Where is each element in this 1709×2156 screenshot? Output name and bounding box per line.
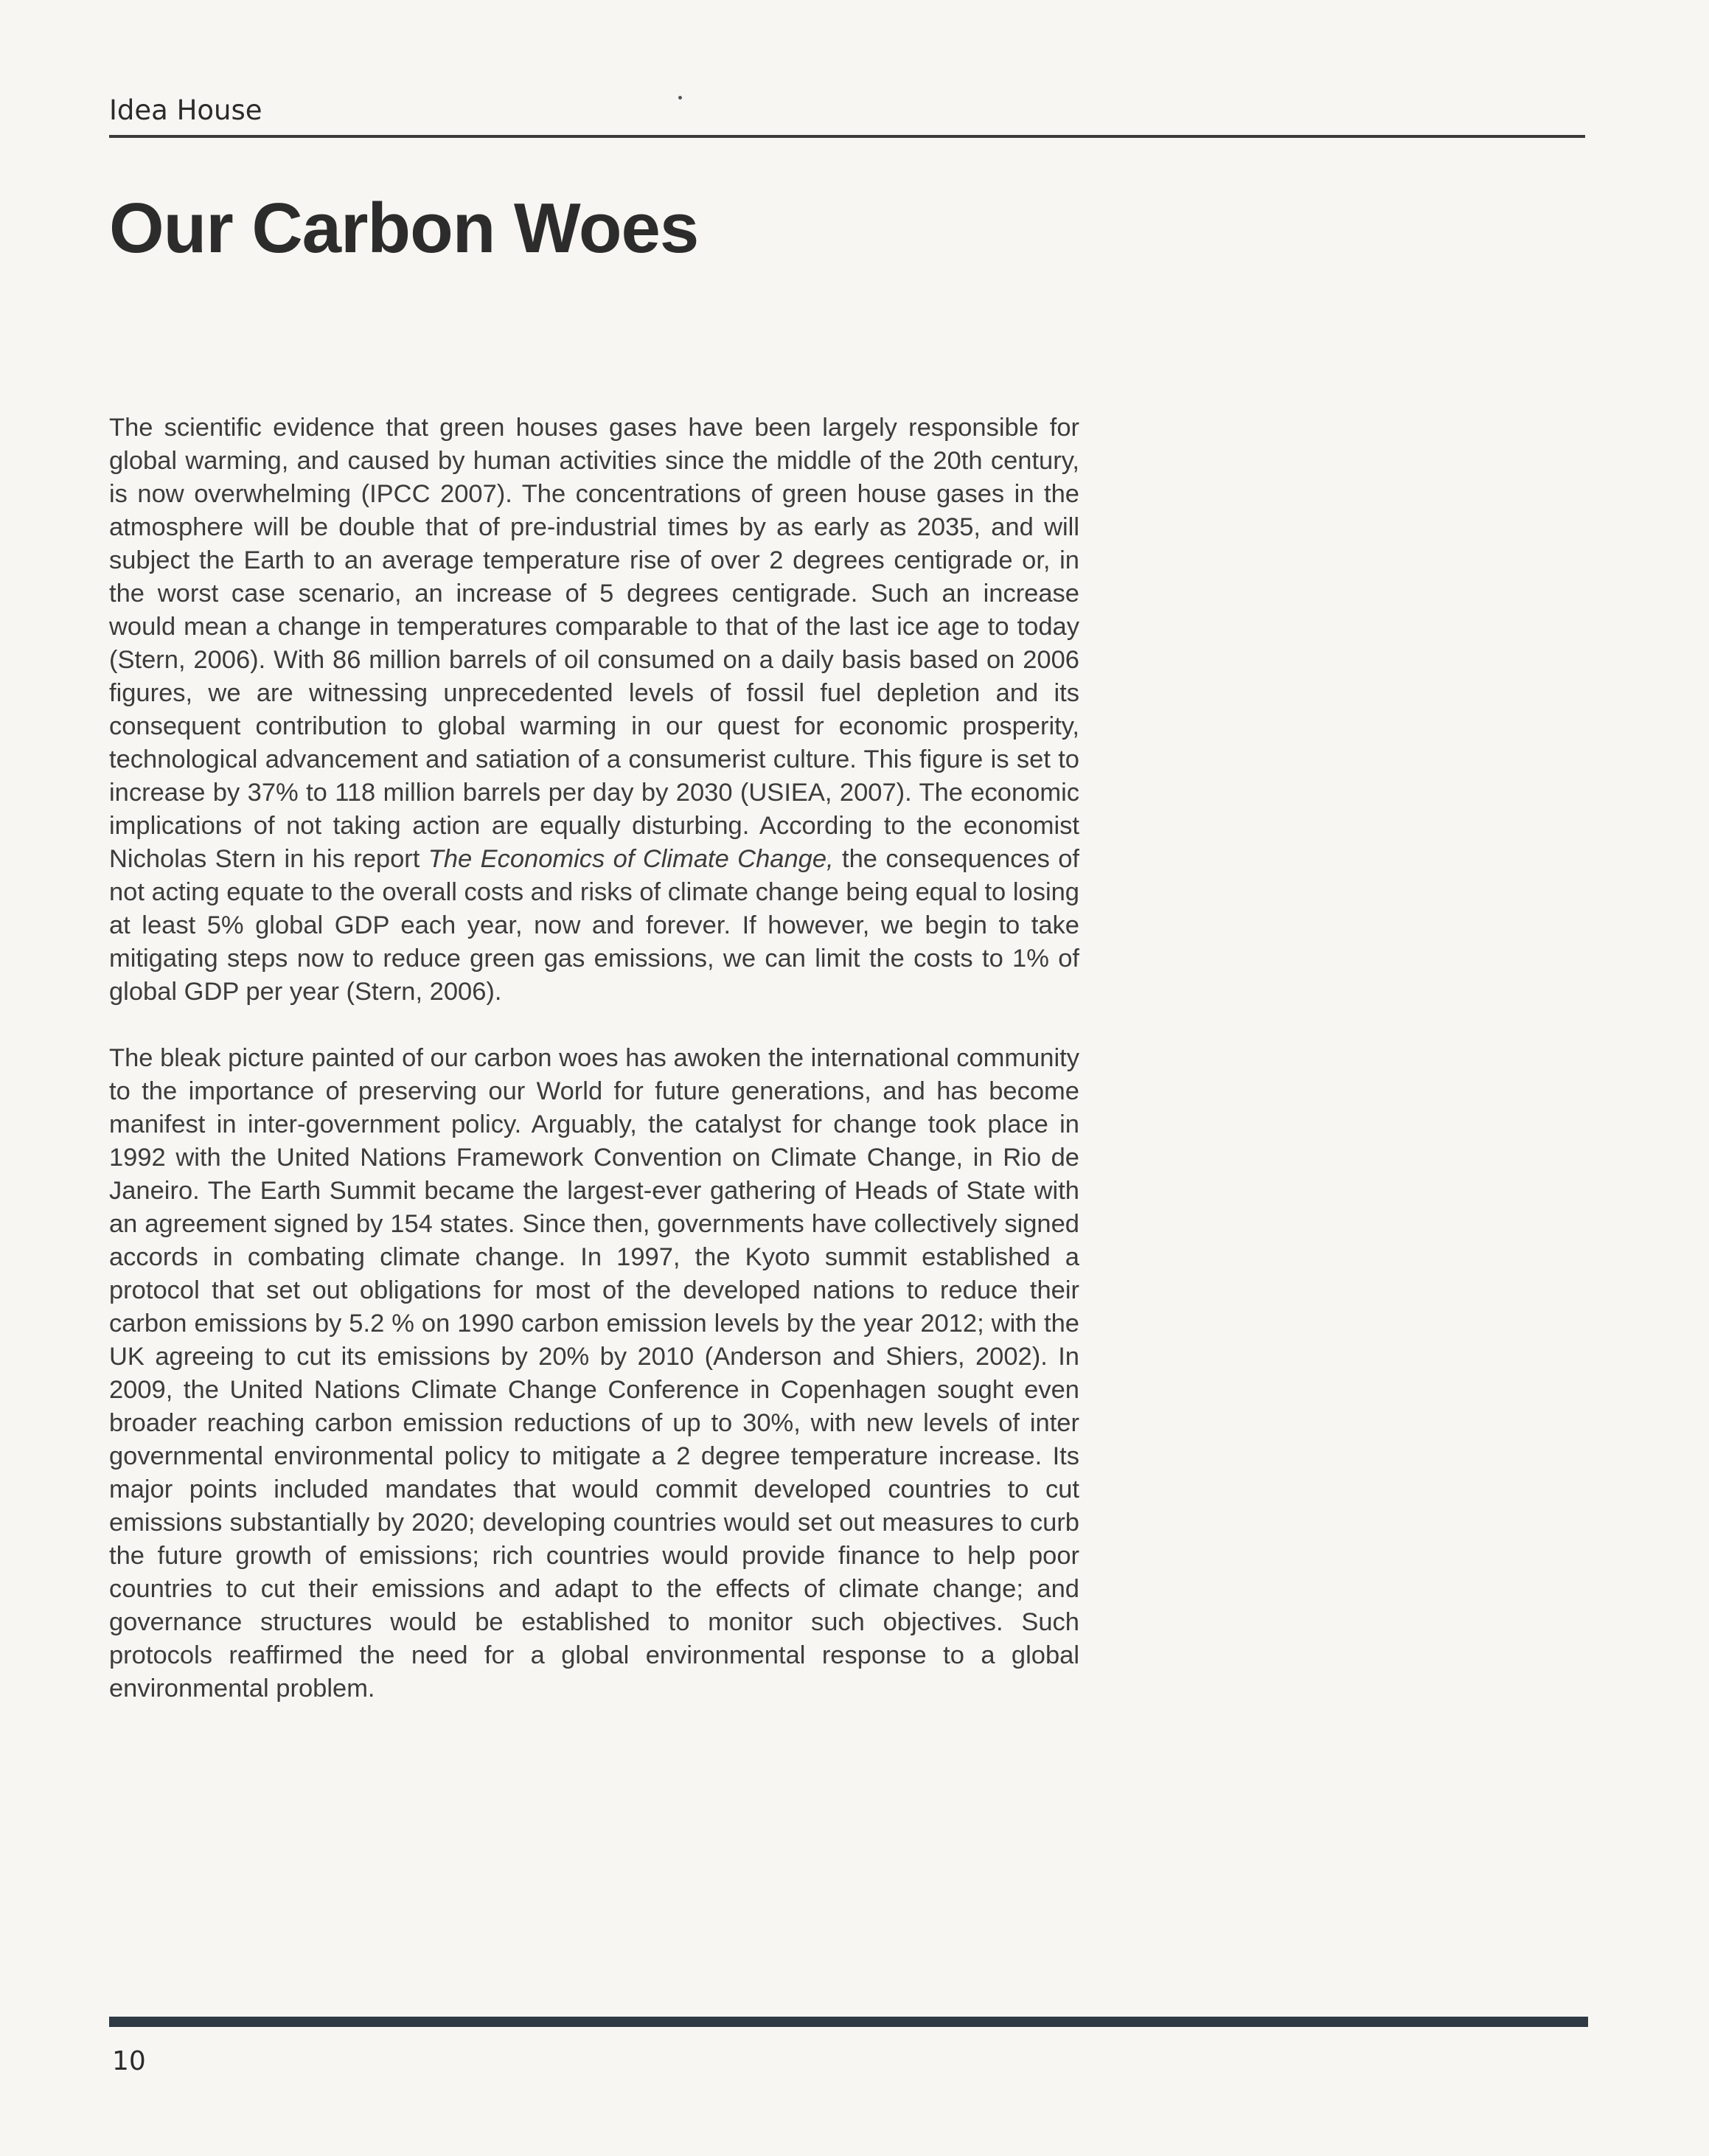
report-title: The Economics of Climate Change,	[428, 845, 834, 873]
header-rule	[109, 135, 1585, 138]
running-head: Idea House	[109, 94, 262, 126]
paragraph-1-text-a: The scientific evidence that green houses gases have been largely responsible for global warming, and caused by human activities since the middle of the 20th century, is now overwhelming (IPCC 2007). The concentrations of green house gases in the atmosphere will be double that of pre-industrial times by as early as 2035, and will subject the Earth to an average temperature rise of over 2 degrees centigrade or, in the worst case scenario, an increase of 5 degrees centigrade. Such an increase would mean a change in temperatures comparable to that of the last ice age to today (Stern, 2006). With 86 million barrels of oil consumed on a daily basis based on 2006 figures, we are witnessing unprecedented levels of fossil fuel depletion and its consequent contribution to global warming in our quest for economic prosperity, technological advancement and satiation of a consumerist culture. This figure is set to increase by 37% to 118 million barrels per day by 2030 (USIEA, 2007). The economic implications of not taking action are equally disturbing. According to the economist Nicholas Stern in his report	[109, 414, 1079, 873]
paragraph-1-text-b: the consequences of not acting equate to the overall costs and risks of climate change being equal to losing at least 5% global GDP each year, now and forever. If however, we begin to take mitigating steps now to reduce green gas emissions, we can limit the costs to 1% of global GDP per year (Stern, 2006).	[109, 845, 1079, 1006]
article-body	[109, 411, 1079, 1705]
paragraph-2: The bleak picture painted of our carbon woes has awoken the international community to the importance of preserving our World for future generations, and has become manifest in inter-government policy. Arguably, the catalyst for change took place in 1992 with the United Nations Framework Convention on Climate Change, in Rio de Janeiro. The Earth Summit became the largest-ever gathering of Heads of State with an agreement signed by 154 states. Since then, governments have collectively signed accords in combating climate change. In 1997, the Kyoto summit established a protocol that set out obligations for most of the developed nations to reduce their carbon emissions by 5.2 % on 1990 carbon emission levels by the year 2012; with the UK agreeing to cut its emissions by 20% by 2010 (Anderson and Shiers, 2002). In 2009, the United Nations Climate Change Conference in Copenhagen sought even broader reaching carbon emission reductions of up to 30%, with new levels of inter governmental environmental policy to mitigate a 2 degree temperature increase. Its major points included mandates that would commit developed countries to cut emissions substantially by 2020; developing countries would set out measures to curb the future growth of emissions; rich countries would provide finance to help poor countries to cut their emissions and adapt to the effects of climate change; and governance structures would be established to monitor such objectives. Such protocols reaffirmed the need for a global environmental response to a global environmental problem.	[109, 1044, 1079, 1703]
page-number: 10	[112, 2046, 146, 2076]
footer-rule	[109, 2017, 1588, 2027]
scan-speck	[678, 96, 682, 100]
page-title: Our Carbon Woes	[109, 189, 699, 268]
paragraph-1	[109, 411, 1079, 1009]
